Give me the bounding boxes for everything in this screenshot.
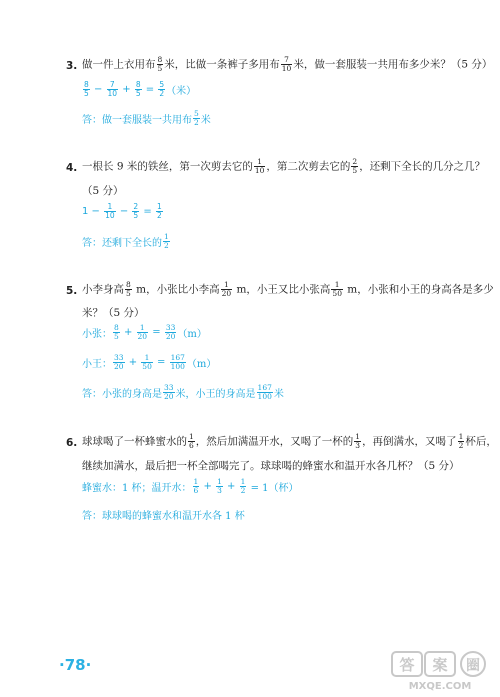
text-segment: 小王： <box>82 359 112 370</box>
fraction-numerator: 2 <box>133 202 139 211</box>
fraction-numerator: 2 <box>352 157 358 166</box>
fraction-denominator: 6 <box>189 441 194 450</box>
question-4-number: 4. <box>66 162 78 174</box>
fraction <box>165 324 177 341</box>
text-segment: m，小张和小王的身高各是多少 <box>343 283 494 296</box>
fraction <box>113 354 125 371</box>
question-6-answer <box>82 507 245 522</box>
text-segment: （5 分） <box>82 185 124 197</box>
fraction-numerator: 8 <box>126 280 131 289</box>
fraction-numerator: 1 <box>334 280 340 289</box>
text-segment: 小张： <box>82 329 112 340</box>
text-segment: = 1（杯） <box>247 483 299 494</box>
question-5-answer <box>82 384 284 401</box>
svg-text:圈: 圈 <box>466 658 480 674</box>
fraction-numerator: 33 <box>164 383 174 392</box>
text-segment: m，小张比小李高 <box>132 283 220 296</box>
fraction-denominator: 20 <box>165 332 176 341</box>
fraction-numerator: 33 <box>114 353 124 362</box>
fraction-denominator: 2 <box>159 89 165 98</box>
fraction-denominator: 10 <box>254 166 265 175</box>
fraction-denominator: 50 <box>142 362 152 371</box>
fraction-denominator: 5 <box>135 89 141 98</box>
fraction-numerator: 1 <box>189 432 194 441</box>
text-segment: 答：做一套服装一共用布 <box>82 115 192 126</box>
fraction-numerator: 167 <box>170 353 185 362</box>
question-5-work-2 <box>82 354 216 371</box>
fraction <box>137 324 149 341</box>
fraction-numerator: 1 <box>257 157 263 166</box>
text-segment: = <box>140 206 155 217</box>
fraction-numerator: 7 <box>284 55 289 64</box>
fraction-denominator: 5 <box>126 289 131 298</box>
fraction-denominator: 2 <box>458 441 464 450</box>
fraction-numerator: 1 <box>139 323 145 332</box>
text-segment: 米 <box>200 115 211 126</box>
fraction-denominator: 20 <box>114 362 124 371</box>
text-segment: + <box>120 327 136 338</box>
fraction-denominator: 5 <box>84 89 89 98</box>
fraction <box>113 324 120 341</box>
text-segment: ，第二次剪去它的 <box>266 160 351 173</box>
question-6-text-line-1 <box>82 433 497 450</box>
fraction-denominator: 3 <box>355 441 361 450</box>
fraction-numerator: 8 <box>114 323 119 332</box>
fraction-numerator: 5 <box>159 80 165 89</box>
question-6-work-1 <box>82 478 299 495</box>
question-3-number: 3. <box>66 60 78 72</box>
question-5-text-line-2 <box>82 306 145 320</box>
fraction-numerator: 1 <box>458 432 464 441</box>
svg-text:MXQE.COM: MXQE.COM <box>408 681 472 692</box>
fraction <box>83 81 90 98</box>
fraction-numerator: 7 <box>109 80 115 89</box>
text-segment: ，还剩下全长的几分之几？ <box>359 160 486 173</box>
fraction-denominator: 6 <box>193 486 199 495</box>
question-5-text-line-1 <box>82 281 494 298</box>
fraction-denominator: 10 <box>105 211 115 220</box>
fraction-denominator: 2 <box>164 241 169 250</box>
question-3-answer <box>82 110 211 127</box>
text-segment: 1 − <box>82 206 104 217</box>
fraction-numerator: 8 <box>84 80 89 89</box>
fraction <box>240 478 247 495</box>
text-segment: 做一件上衣用布 <box>82 58 156 71</box>
fraction-numerator: 5 <box>194 109 199 118</box>
text-segment: 继续加满水，最后把一杯全部喝完了。球球喝的蜂蜜水和温开水各几杯？（5 分） <box>82 460 460 472</box>
fraction-numerator: 1 <box>107 202 113 211</box>
fraction <box>163 233 170 250</box>
fraction-numerator: 33 <box>165 323 176 332</box>
text-segment: 答：球球喝的蜂蜜水和温开水各 1 杯 <box>82 511 245 522</box>
fraction <box>107 81 119 98</box>
text-segment: 小李身高 <box>82 283 124 296</box>
fraction <box>158 81 165 98</box>
text-segment: 一根长 9 米的铁丝，第一次剪去它的 <box>82 160 253 173</box>
watermark-logo <box>390 650 490 692</box>
page-number: ·78· <box>59 656 92 674</box>
fraction <box>157 56 164 73</box>
fraction-denominator: 3 <box>217 486 222 495</box>
fraction-denominator: 50 <box>332 289 342 298</box>
text-segment: （米） <box>166 86 197 97</box>
fraction <box>104 203 116 220</box>
question-4-answer <box>82 233 171 250</box>
fraction-denominator: 10 <box>107 89 118 98</box>
question-4-text-line-1 <box>82 158 485 175</box>
watermark-logo-graphic <box>390 650 490 692</box>
text-segment: 米，比做一条裤子多用布 <box>164 58 280 71</box>
question-6-text-line-2 <box>82 459 460 473</box>
fraction <box>281 56 293 73</box>
question-3-text-line-1 <box>82 56 492 73</box>
fraction-denominator: 10 <box>281 64 292 73</box>
text-segment: + <box>200 481 216 492</box>
fraction-denominator: 5 <box>133 211 139 220</box>
text-segment: 答：还剩下全长的 <box>82 238 162 249</box>
fraction-numerator: 167 <box>257 383 272 392</box>
fraction <box>216 478 223 495</box>
question-5-number: 5. <box>66 285 78 297</box>
fraction-denominator: 100 <box>170 362 185 371</box>
svg-text:案: 案 <box>432 656 448 674</box>
fraction-denominator: 20 <box>221 289 232 298</box>
text-segment: 米？（5 分） <box>82 307 145 319</box>
text-segment: 米 <box>273 389 284 400</box>
fraction-numerator: 8 <box>157 55 163 64</box>
question-3-work-1 <box>82 81 196 98</box>
fraction <box>354 433 361 450</box>
text-segment: （m） <box>186 359 217 370</box>
question-4-work-1 <box>82 203 164 220</box>
fraction <box>188 433 195 450</box>
fraction <box>156 203 163 220</box>
text-segment: m，小王又比小张高 <box>233 283 331 296</box>
fraction-denominator: 2 <box>240 486 246 495</box>
fraction <box>254 158 266 175</box>
text-segment: = <box>142 84 158 95</box>
fraction-denominator: 2 <box>194 118 199 127</box>
fraction <box>193 478 200 495</box>
question-5-work-1 <box>82 324 207 341</box>
fraction <box>132 203 139 220</box>
text-segment: ，然后加满温开水，又喝了一杯的 <box>195 435 354 448</box>
text-segment: （m） <box>177 329 207 340</box>
text-segment: 杯后， <box>465 435 497 448</box>
fraction <box>458 433 465 450</box>
fraction-numerator: 1 <box>223 280 229 289</box>
fraction-denominator: 20 <box>164 392 174 401</box>
text-segment: 球球喝了一杯蜂蜜水的 <box>82 435 187 448</box>
fraction-numerator: 1 <box>217 477 222 486</box>
text-segment: − <box>116 206 132 217</box>
fraction-denominator: 20 <box>137 332 148 341</box>
text-segment: = <box>149 327 164 338</box>
fraction <box>125 281 132 298</box>
fraction <box>135 81 142 98</box>
fraction-denominator: 100 <box>257 392 272 401</box>
text-segment: = <box>153 357 169 368</box>
text-segment: ，再倒满水，又喝了 <box>362 435 457 448</box>
text-segment: 蜂蜜水：1 杯；温开水： <box>82 483 192 494</box>
text-segment: − <box>90 84 106 95</box>
fraction-denominator: 5 <box>114 332 119 341</box>
text-segment: + <box>223 481 239 492</box>
fraction <box>221 281 233 298</box>
text-segment: + <box>119 84 134 95</box>
fraction-numerator: 1 <box>193 477 199 486</box>
fraction-denominator: 2 <box>156 211 162 220</box>
fraction-numerator: 1 <box>164 232 169 241</box>
question-4-text-line-2 <box>82 184 124 198</box>
fraction <box>193 110 200 127</box>
fraction-denominator: 5 <box>157 64 163 73</box>
text-segment: 米，做一套服装一共用布多少米？（5 分） <box>293 58 493 71</box>
text-segment: 答：小张的身高是 <box>82 389 162 400</box>
fraction <box>331 281 343 298</box>
text-segment: 米，小王的身高是 <box>175 389 256 400</box>
fraction-numerator: 8 <box>135 80 141 89</box>
fraction-denominator: 5 <box>352 166 358 175</box>
fraction-numerator: 1 <box>144 353 150 362</box>
fraction <box>351 158 358 175</box>
fraction <box>163 384 175 401</box>
fraction <box>170 354 186 371</box>
text-segment: + <box>125 357 141 368</box>
fraction <box>141 354 153 371</box>
svg-text:答: 答 <box>399 656 415 674</box>
fraction-numerator: 1 <box>156 202 162 211</box>
fraction-numerator: 1 <box>355 432 361 441</box>
fraction-numerator: 1 <box>240 477 246 486</box>
question-6-number: 6. <box>66 437 78 449</box>
fraction <box>257 384 273 401</box>
